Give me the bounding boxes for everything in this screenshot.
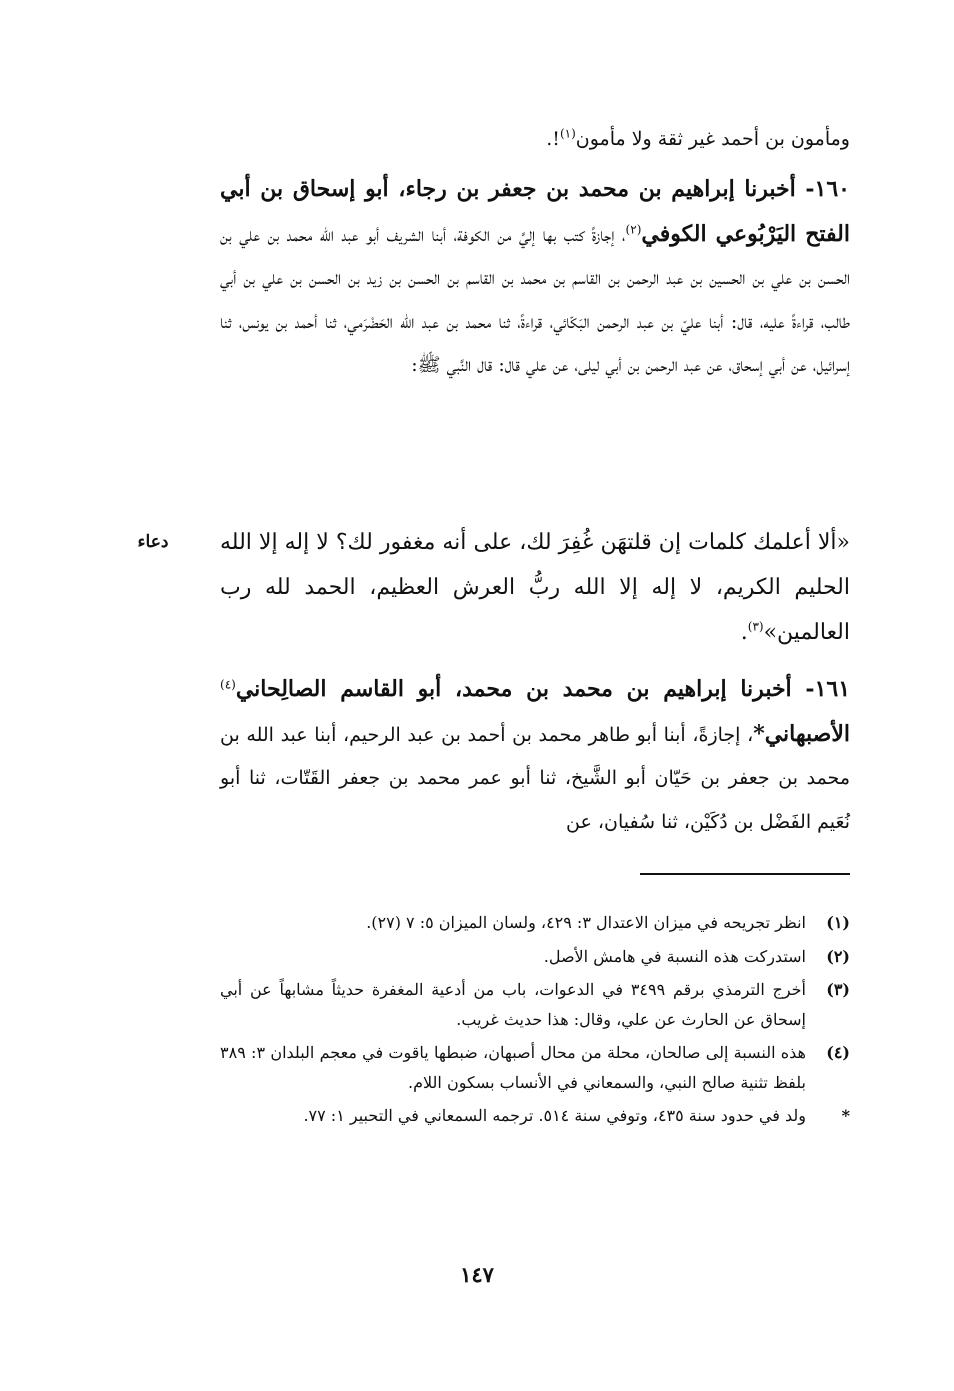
- paragraph: [220, 668, 850, 844]
- footnotes: [220, 908, 850, 1135]
- hadith-161: [220, 668, 850, 844]
- footnote-marker: (٢): [625, 222, 642, 237]
- footnote-text: أخرج الترمذي برقم ٣٤٩٩ في الدعوات، باب من أدعية المغفرة حديثاً مشابهاً عن أبي إسحاق عن الحارث عن علي، وقال: هذا حديث غريب.: [220, 980, 807, 1029]
- margin-note: دعاء: [137, 532, 169, 552]
- footnote-marker: (٣): [747, 619, 764, 634]
- footnote-number: (٣): [826, 980, 850, 999]
- isnad-text: ، إجازةً، أبنا أبو طاهر محمد بن أحمد بن عبد الرحيم، أبنا عبد الله بن محمد بن جعفر بن حَيّان أبو الشَّيخ، ثنا أبو عمر محمد بن جعفر القَتّات، ثنا أبو نُعَيم الفَضْل بن دُكَيْن، ثنا سُفيان، عن: [220, 723, 850, 833]
- hadith-matn: [220, 520, 850, 655]
- footnote-number: (٢): [826, 946, 850, 966]
- matn-end: .: [740, 620, 748, 645]
- footnote-text: هذه النسبة إلى صالحان، محلة من محال أصبهان، ضبطها ياقوت في معجم البلدان ٣: ٣٨٩ بلفظ تثنية صالح النبي، والسمعاني في الأنساب بسكون اللام.: [220, 1043, 806, 1092]
- footnote-item: [220, 942, 850, 972]
- footnote-marker: (١): [559, 126, 576, 141]
- paragraph: [220, 520, 850, 655]
- paragraph: [220, 168, 850, 388]
- hadith-heading-nisba: الأصبهاني*: [753, 720, 850, 747]
- footnote-number: (٤): [826, 1043, 850, 1062]
- footnote-text: استدركت هذه النسبة في هامش الأصل.: [543, 946, 806, 966]
- footnote-item: [220, 975, 850, 1034]
- paragraph: [220, 118, 850, 162]
- footnote-item: [220, 1101, 850, 1131]
- footnote-marker: (٤): [220, 677, 236, 692]
- hadith-number: ١٦١-: [791, 676, 851, 702]
- page-number: ١٤٧: [460, 1262, 494, 1287]
- footnote-number: (١): [826, 913, 850, 932]
- paragraph-end: !.: [546, 128, 560, 150]
- hadith-number: ١٦٠-: [795, 176, 850, 202]
- footnote-separator: [640, 873, 850, 875]
- paragraph-text: ومأمون بن أحمد غير ثقة ولا مأمون: [575, 128, 850, 150]
- footnote-text: ولد في حدود سنة ٤٣٥، وتوفي سنة ٥١٤. ترجمه السمعاني في التحبير ١: ٧٧.: [303, 1106, 806, 1125]
- hadith-heading: أخبرنا إبراهيم بن محمد بن محمد، أبو القاسم الصالِحاني: [235, 676, 792, 702]
- continuation-line: [220, 118, 850, 162]
- footnote-item: [220, 1038, 850, 1097]
- isnad-text: ، إجازةً كتب بها إليَّ من الكوفة، أبنا الشريف أبو عبد الله محمد بن علي بن الحسن بن علي بن الحسين بن عبد الرحمن بن القاسم بن محمد بن القاسم بن الحسن بن زيد بن الحسن بن علي بن أبي طالب، قراءةً عليه، قال: أبنا عليّ بن عبد الرحمن البَكّائي، قراءةً، ثنا محمد بن عبد الله الحَضْرَمي، ثنا أحمد بن يونس، ثنا إسرائيل، عن أبي إسحاق، عن عبد الرحمن بن أبي ليلى، عن علي قال: قال النَّبي ﷺ:: [220, 223, 850, 376]
- hadith-160: [220, 168, 850, 388]
- footnote-number: *: [841, 1106, 850, 1125]
- hadith-heading: أخبرنا إبراهيم بن محمد بن جعفر بن رجاء، أبو إسحاق بن أبي الفتح اليَرْبُوعي الكوفي: [220, 176, 850, 247]
- matn-text: «ألا أعلمك كلمات إن قلتهَن غُفِرَ لك، على أنه مغفور لك؟ لا إله إلا الله الحليم الكريم، لا إله إلا الله ربُّ العرش العظيم، الحمد لله رب العالمين»: [220, 530, 850, 645]
- footnote-item: [220, 908, 850, 938]
- footnote-text: انظر تجريحه في ميزان الاعتدال ٣: ٤٢٩، ولسان الميزان ٥: ٧ (٢٧).: [366, 913, 806, 932]
